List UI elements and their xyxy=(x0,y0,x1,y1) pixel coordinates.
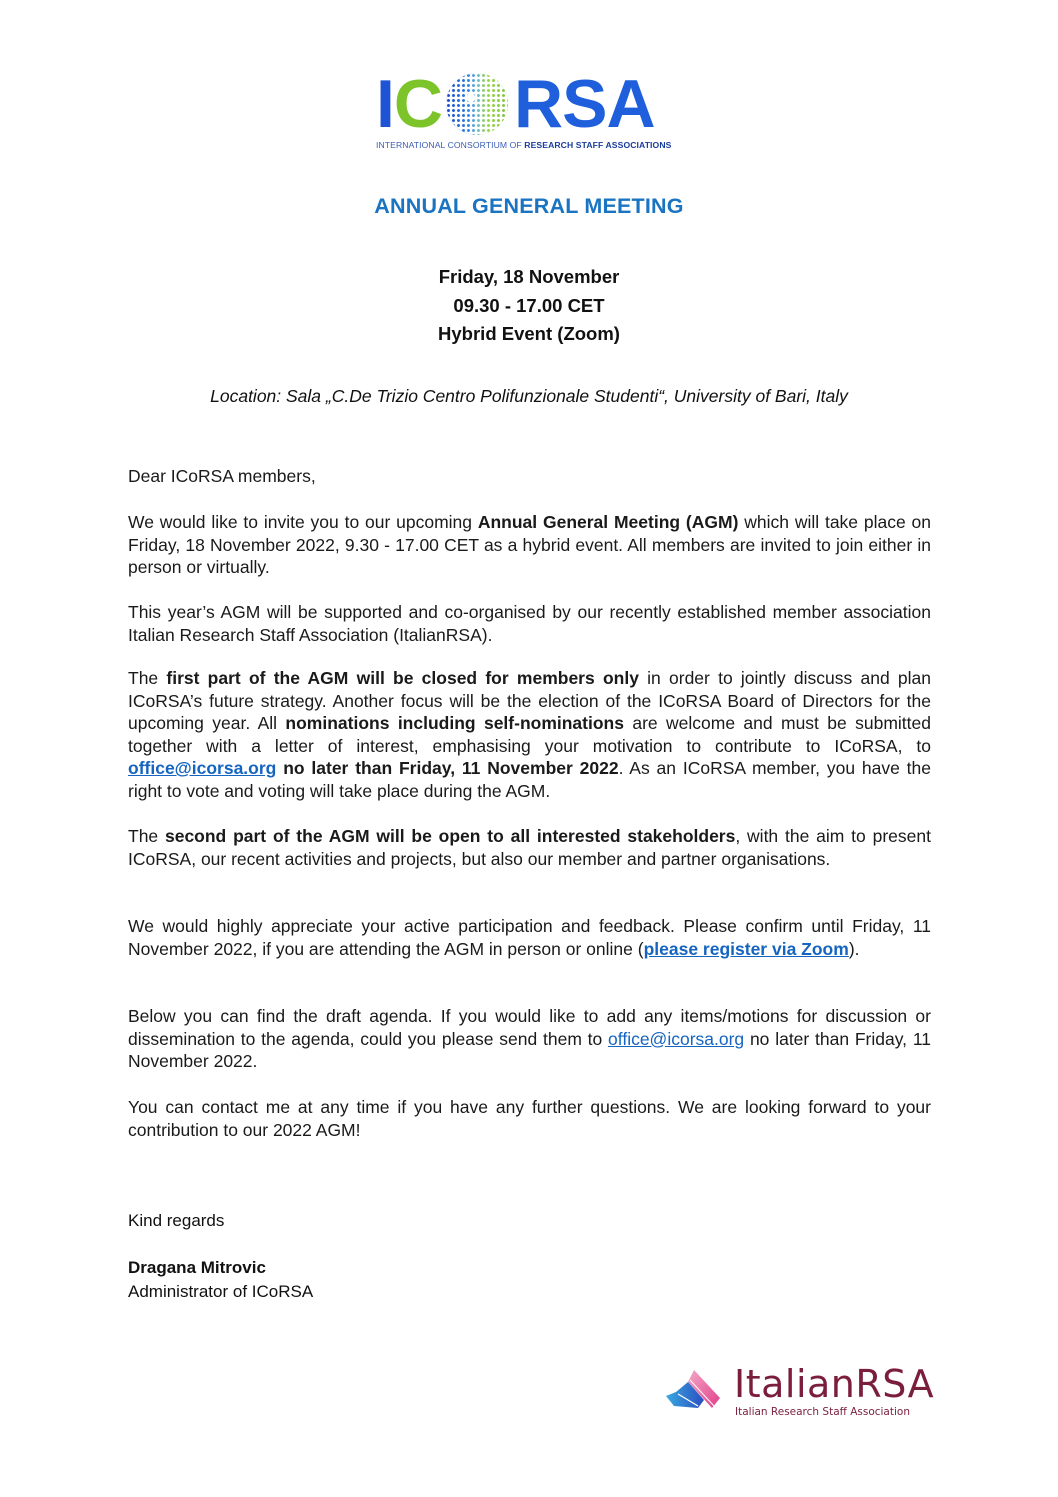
bold-text: no later than Friday, 11 November 2022 xyxy=(276,758,619,778)
italianrsa-logo xyxy=(664,1362,935,1422)
italianrsa-wordmark: ItalianRSA xyxy=(734,1362,935,1406)
italy-map-icon xyxy=(664,1368,722,1412)
text: are welcome and must be submitted together with a letter of interest, emphasising your motivation to contribute to ICoRSA, to xyxy=(128,713,931,756)
signature-name: Dragana Mitrovic xyxy=(128,1258,266,1277)
text: in order to jointly discuss and plan ICoRSA’s future strategy. Another focus will be the election of the ICoRSA Board of Directors for the upcoming year. All xyxy=(128,668,931,733)
closing: Kind regards xyxy=(128,1211,225,1230)
zoom-register-link[interactable]: please register via Zoom xyxy=(643,938,849,959)
paragraph-support: This year’s AGM will be supported and co-organised by our recently established member association Italian Research Staff Association (ItalianRSA). xyxy=(128,602,931,645)
text: . As an ICoRSA member, you have the right to vote and voting will take place during the AGM. xyxy=(128,758,932,801)
event-details xyxy=(0,263,1058,349)
bold-text: Annual General Meeting (AGM) xyxy=(477,512,739,532)
logo-letters-rsa: RSA xyxy=(514,66,655,142)
text: ). xyxy=(848,938,860,959)
bold-text: first part of the AGM will be closed for members only xyxy=(166,668,639,688)
bold-text: second part of the AGM will be open to all interested stakeholders xyxy=(164,826,736,846)
italianrsa-subtitle: Italian Research Staff Association xyxy=(735,1406,910,1418)
logo-letter-i: I xyxy=(376,66,394,142)
logo-letter-c: C xyxy=(393,66,443,142)
event-format: Hybrid Event (Zoom) xyxy=(438,323,620,344)
paragraph-second-part xyxy=(128,825,931,870)
event-time: 09.30 - 17.00 CET xyxy=(453,294,605,316)
logo-tagline xyxy=(376,140,671,150)
paragraph-appreciate xyxy=(128,915,931,960)
tagline-plain: INTERNATIONAL CONSORTIUM OF xyxy=(376,140,525,150)
icorsa-logo xyxy=(376,66,682,154)
text: no later than Friday, 11 November 2022. xyxy=(128,1028,931,1071)
paragraph-agenda xyxy=(128,1005,931,1073)
text: which will take place on Friday, 18 November 2022, 9.30 - 17.00 CET as a hybrid event. All members are invited to join either in person or virtually. xyxy=(128,512,932,577)
paragraph-contact: You can contact me at any time if you have any further questions. We are looking forward to your contribution to our 2022 AGM! xyxy=(128,1097,931,1140)
text: The xyxy=(128,826,165,846)
greeting: Dear ICoRSA members, xyxy=(128,466,316,486)
text: We would highly appreciate your active participation and feedback. Please confirm until Friday, 11 November 2022, if you are attending the AGM in person or online ( xyxy=(128,916,931,959)
dotted-globe-icon xyxy=(446,73,508,135)
email-link-office-agenda[interactable]: office@icorsa.org xyxy=(608,1028,745,1049)
tagline-bold: RESEARCH STAFF ASSOCIATIONS xyxy=(524,140,672,150)
email-link-office[interactable]: office@icorsa.org xyxy=(128,758,277,778)
bold-text: nominations including self-nominations xyxy=(285,713,624,733)
signature-role: Administrator of ICoRSA xyxy=(128,1282,314,1301)
text: The xyxy=(128,668,167,688)
text: Below you can find the draft agenda. If you would like to add any items/motions for discussion or dissemination to the agenda, could you please send them to xyxy=(128,1006,931,1049)
page-title: ANNUAL GENERAL MEETING xyxy=(374,194,684,218)
event-date: Friday, 18 November xyxy=(438,266,620,287)
text: We would like to invite you to our upcoming xyxy=(128,512,478,532)
text: , with the aim to present ICoRSA, our recent activities and projects, but also our member and partner organisations. xyxy=(128,826,931,869)
event-location: Location: Sala „C.De Trizio Centro Polifunzionale Studenti“, University of Bari, Italy xyxy=(210,386,848,406)
paragraph-invite xyxy=(128,511,931,579)
paragraph-first-part xyxy=(128,667,931,802)
